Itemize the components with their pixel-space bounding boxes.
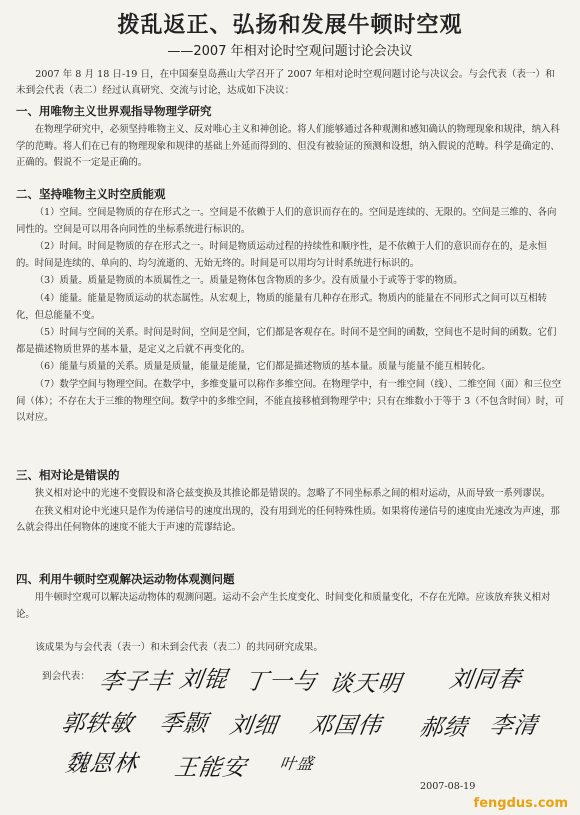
section-4 — [16, 571, 564, 623]
signature: 邓国伟 — [307, 713, 384, 739]
section-paragraph: （3）质量。质量是物质的本质属性之一。质量是物体包含物质的多少。没有质量小于或等于零的物质。 — [34, 275, 463, 287]
section-paragraph: （4）能量。能量是物质运动的状态属性。从宏观上，物质的能量有几种存在形式。物质内的能量在不同形式之间可以互相转化，但总能量不变。 — [16, 292, 548, 321]
intro-paragraph: 2007 年 8 月 18 日-19 日，在中国秦皇岛燕山大学召开了 2007 年相对论时空观问题讨论与决议会。与会代表（表一）和未到会代表（表二）经过认真研究、交流与讨论，达成如下决议： — [16, 69, 555, 96]
section-paragraph: （1）空间。空间是物质的存在形式之一。空间是不依赖于人们的意识而存在的。空间是连续的、无限的。空间是三维的、各向同性的。空间是可以用各向同性的坐标系统进行标识的。 — [16, 207, 557, 235]
section-paragraph: （6）能量与质量的关系。质量是质量，能量是能量，它们都是描述物质的基本量。质量与能量不能互相转化。 — [34, 361, 491, 373]
signature: 刘同春 — [447, 667, 524, 693]
signature: 丁一与 — [242, 669, 319, 695]
section-paragraph: （2）时间。时间是物质的存在形式之一。时间是物质运动过程的持续性和顺序性，是不依赖于人们的意识而存在的，是永恒的。时间是连续的、单向的、均匀流逝的、无始无终的。时间是可以用均匀计时系统进行标识的。 — [16, 241, 548, 269]
signature: 谈天明 — [327, 671, 404, 697]
signature: 王能安 — [172, 755, 249, 781]
section-paragraph: 用牛顿时空观可以解决运动物体的观测问题。运动不会产生长度变化、时间变化和质量变化，不存在光障。应该放弃狭义相对论。 — [16, 592, 551, 620]
signature: 郭轶敏 — [59, 711, 136, 737]
section-paragraph: 在物理学研究中，必须坚持唯物主义、反对唯心主义和神创论。将人们能够通过各种观测和感知确认的物理现象和规律，纳入科学的范畴。将人们在已有的物理现象和规律的基础上外延而得到的、但没有被验证的预测和设想，纳入假说的范畴。科学是确定的、正确的。假说不一定是正确的。 — [16, 124, 560, 169]
signature: 叶盛 — [278, 754, 316, 773]
section-paragraph: （7）数学空间与物理空间。在数学中，多维变量可以称作多维空间。在物理学中，有一维空间（线）、二维空间（面）和三位空间（体）；不存在大于三维的物理空间。数学中的多维空间，不能直接移植到物理学中；只有在维数小于等于 3（不包含时间）时，可以对应。 — [16, 378, 565, 424]
signature-block — [0, 655, 580, 785]
section-heading: 三、相对论是错误的 — [16, 468, 120, 482]
signature: 刘锟 — [177, 667, 230, 693]
signature: 郝绩 — [417, 715, 470, 741]
watermark: fengdus.com — [473, 796, 568, 811]
section-2 — [16, 186, 564, 427]
section-paragraph: 在狭义相对论中光速只是作为传递信号的速度出现的，没有用到光的任何特殊性质。如果将传递信号的速度由光速改为声速，那么就会得出任何物体的速度不能大于声速的荒谬结论。 — [16, 505, 560, 534]
document-subtitle: ——2007 年相对论时空观问题讨论会决议 — [167, 44, 413, 59]
conclusion-paragraph: 该成果为与会代表（表一）和未到会代表（表二）的共同研究成果。 — [35, 642, 323, 653]
section-heading: 四、利用牛顿时空观解决运动物体观测问题 — [16, 572, 235, 586]
signature: 魏恩林 — [63, 751, 140, 777]
section-1 — [16, 103, 564, 172]
signature: 李清 — [487, 713, 540, 739]
section-3 — [16, 467, 564, 537]
section-heading: 二、坚持唯物主义时空质能观 — [16, 187, 166, 201]
signature: 季颢 — [157, 711, 210, 737]
attendees-label: 到会代表： — [42, 671, 90, 682]
document-date: 2007-08-19 — [420, 781, 476, 792]
signature: 刘细 — [227, 713, 280, 739]
section-paragraph: 狭义相对论中的光速不变假设和洛仑兹变换及其推论都是错误的。忽略了不同坐标系之间的相对运动，从而导致一系列谬误。 — [34, 488, 551, 499]
section-paragraph: （5）时间与空间的关系。时间是时间，空间是空间，它们都是客观存在。时间不是空间的函数，空间也不是时间的函数。它们都是描述物质世界的基本量，是定义之后就不再变化的。 — [16, 327, 557, 355]
section-heading: 一、用唯物主义世界观指导物理学研究 — [16, 104, 212, 118]
document-title: 拨乱返正、弘扬和发展牛顿时空观 — [117, 13, 463, 38]
signature: 李子丰 — [97, 669, 174, 695]
